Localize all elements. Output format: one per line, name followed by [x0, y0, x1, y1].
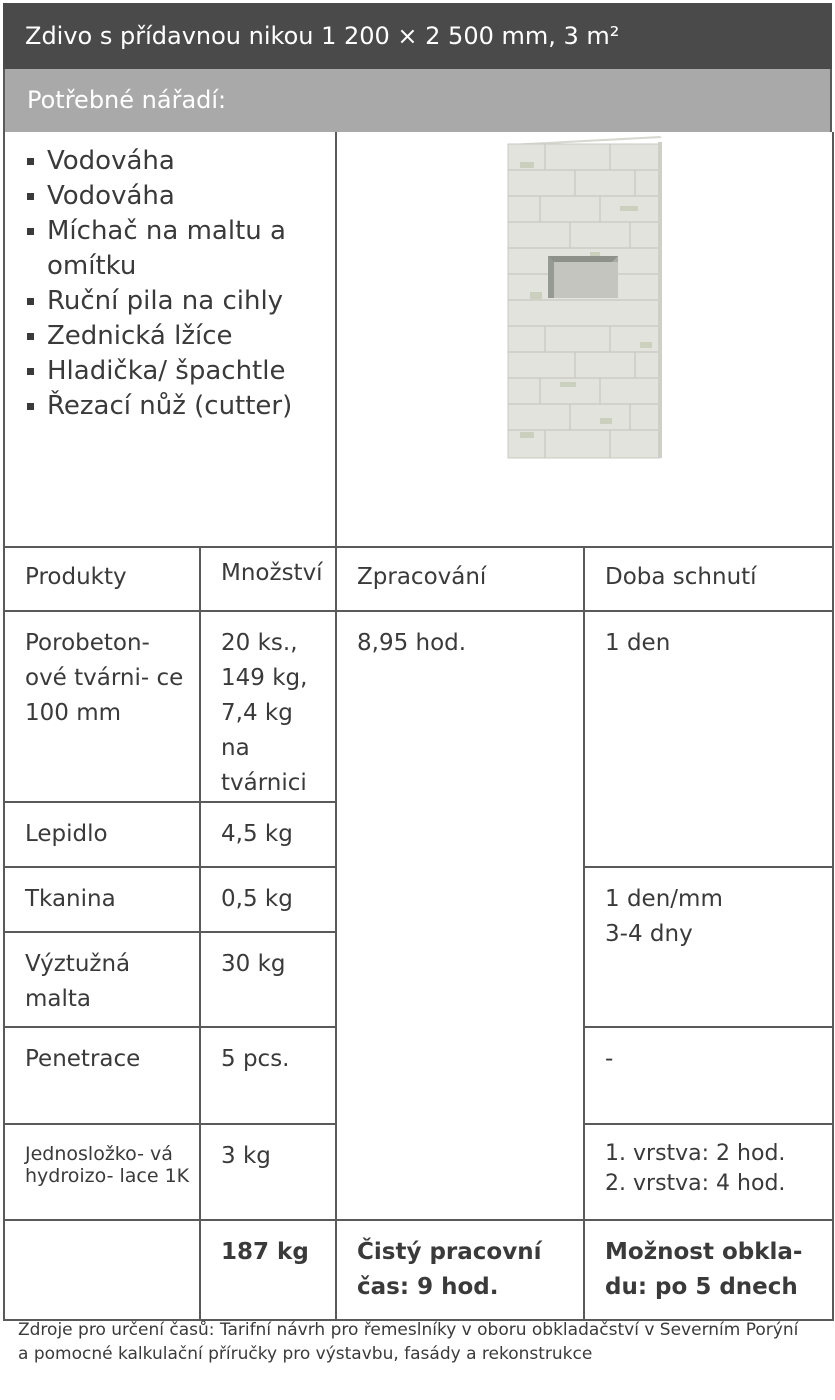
total-processing: Čistý pracovní čas: 9 hod. [336, 1220, 584, 1320]
drying-cell: - [584, 1027, 833, 1124]
col-header-quantity: Množství [200, 547, 336, 611]
total-drying: Možnost obkla- du: po 5 dnech [584, 1220, 833, 1320]
product-cell: Jednosložko- vá hydroizo- lace 1K [4, 1124, 200, 1220]
drying-cell [584, 867, 833, 1027]
drying-line: 3-4 dny [605, 921, 693, 947]
quantity-cell: 0,5 kg [200, 867, 336, 932]
quantity-cell: 30 kg [200, 932, 336, 1027]
tool-item: Řezací nůž (cutter) [25, 389, 327, 424]
col-header-drying: Doba schnutí [584, 547, 833, 611]
tool-item: Zednická lžíce [25, 319, 327, 354]
tools-heading: Potřebné nářadí: [3, 69, 832, 132]
tools-cell [4, 132, 336, 547]
image-cell [336, 132, 833, 547]
tool-item: Vodováha [25, 144, 327, 179]
tool-item: Míchač na maltu a omítku [25, 214, 327, 284]
quantity-cell: 20 ks., 149 kg, 7,4 kg na tvárnici [200, 611, 336, 802]
product-cell: Penetrace [4, 1027, 200, 1124]
product-cell: Výztužná malta [4, 932, 200, 1027]
table-row [4, 611, 833, 802]
col-header-products: Produkty [4, 547, 200, 611]
totals-row [4, 1220, 833, 1320]
source-footnote: Zdroje pro určení časů: Tarifní návrh pro řemeslníky v oboru obkladačství v Severním Porýní a pomocné kalkulační příručky pro výstavbu, fasády a rekonstrukce [18, 1320, 799, 1364]
quantity-cell: 4,5 kg [200, 802, 336, 867]
wall-niche-icon [500, 132, 670, 462]
product-cell: Porobeton- ové tvárni- ce 100 mm [4, 611, 200, 802]
tool-item: Ruční pila na cihly [25, 284, 327, 319]
spec-table [3, 132, 834, 1321]
totals-empty-cell [4, 1220, 200, 1320]
quantity-cell: 5 pcs. [200, 1027, 336, 1124]
product-cell: Tkanina [4, 867, 200, 932]
tool-item: Hladička/ špachtle [25, 354, 327, 389]
drying-line: 1 den/mm [605, 886, 723, 912]
table-header-row [4, 547, 833, 611]
product-cell: Lepidlo [4, 802, 200, 867]
quantity-cell: 3 kg [200, 1124, 336, 1220]
drying-line: 2. vrstva: 4 hod. [605, 1171, 786, 1196]
tool-item: Vodováha [25, 179, 327, 214]
col-header-processing: Zpracování [336, 547, 584, 611]
processing-cell: 8,95 hod. [336, 611, 584, 1220]
tools-row [4, 132, 833, 547]
tools-list [25, 144, 327, 424]
sheet-title: Zdivo s přídavnou nikou 1 200 × 2 500 mm, 3 m² [3, 3, 832, 69]
drying-cell: 1 den [584, 611, 833, 867]
spec-sheet [3, 3, 832, 1321]
total-quantity: 187 kg [200, 1220, 336, 1320]
drying-cell [584, 1124, 833, 1220]
drying-line: 1. vrstva: 2 hod. [605, 1141, 786, 1166]
